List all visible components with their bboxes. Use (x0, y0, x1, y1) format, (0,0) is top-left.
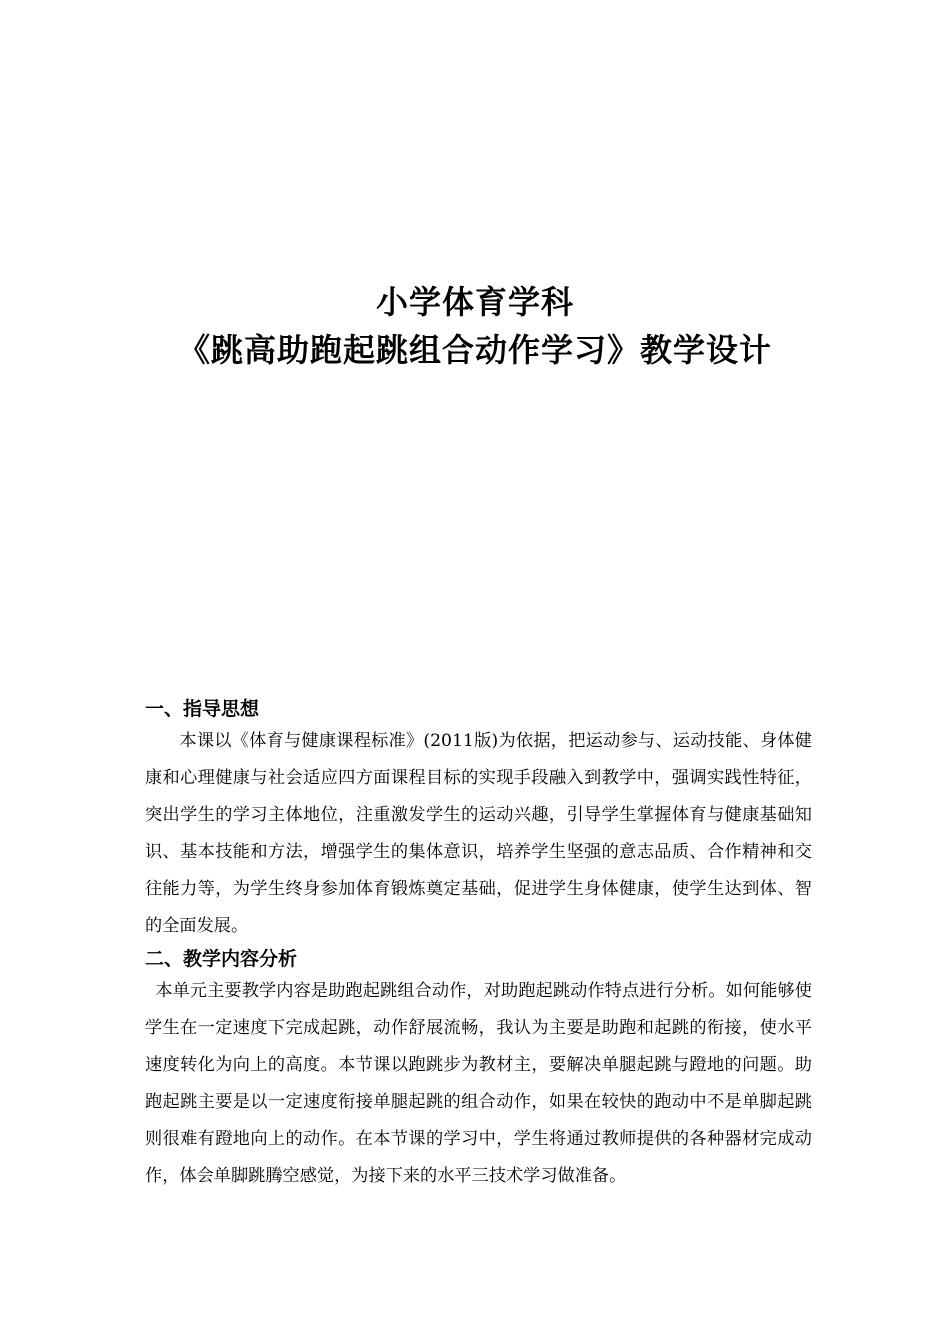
document-body (145, 695, 812, 1195)
document-title (0, 278, 950, 374)
section-paragraph: 本课以《体育与健康课程标准》(2011版)为依据，把运动参与、运动技能、身体健康和心理健康与社会适应四方面课程目标的实现手段融入到教学中，强调实践性特征，突出学生的学习主体地位，注重激发学生的运动兴趣，引导学生掌握体育与健康基础知识、基本技能和方法，增强学生的集体意识，培养学生坚强的意志品质、合作精神和交往能力等，为学生终身参加体育锻炼奠定基础，促进学生身体健康，使学生达到体、智的全面发展。 (145, 731, 812, 936)
section-heading: 二、教学内容分析 (145, 948, 298, 970)
section-paragraph: 本单元主要教学内容是助跑起跳组合动作，对助跑起跳动作特点进行分析。如何能够使学生在一定速度下完成起跳，动作舒展流畅，我认为主要是助跑和起跳的衔接，使水平速度转化为向上的高度。本节课以跑跳步为教材主，要解决单腿起跳与蹬地的问题。助跑起跳主要是以一定速度衔接单腿起跳的组合动作，如果在较快的跑动中不是单脚起跳则很难有蹬地向上的动作。在本节课的学习中，学生将通过教师提供的各种器材完成动作，体会单脚跳腾空感觉，为接下来的水平三技术学习做准备。 (145, 981, 812, 1186)
title-course-line: 《跳高助跑起跳组合动作学习》教学设计 (177, 331, 772, 369)
section-heading: 一、指导思想 (145, 698, 260, 720)
title-subject-line: 小学体育学科 (375, 283, 574, 321)
section-content-analysis (145, 945, 812, 1195)
section-guiding-ideology (145, 695, 812, 945)
